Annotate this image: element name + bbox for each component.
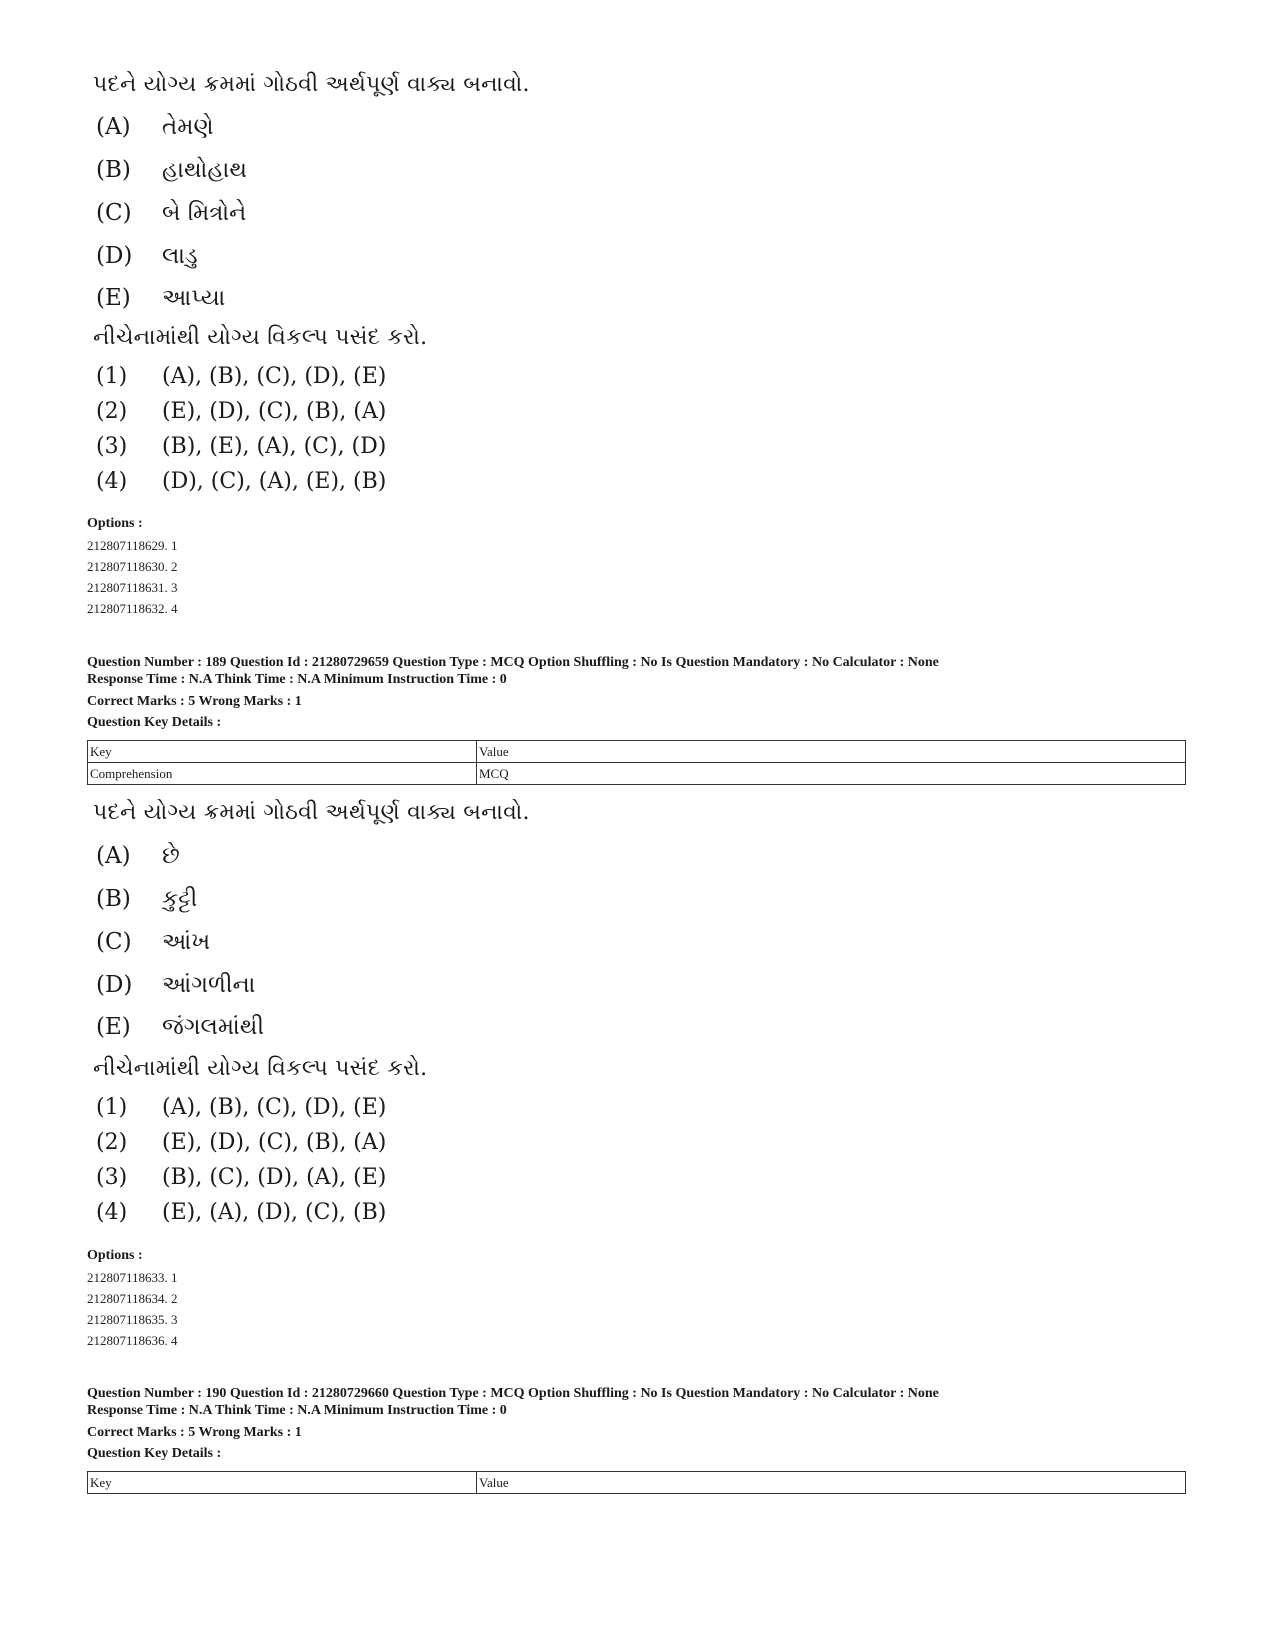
answer-text: (A), (B), (C), (D), (E) [162,1095,387,1120]
q189-prompt: નીચેનામાંથી યોગ્ય વિકલ્પ પસંદ કરો. [93,1056,428,1081]
answer-text: (E), (D), (C), (B), (A) [162,399,387,424]
item-label: (D) [96,243,133,269]
q188-option-id-4: 212807118632. 4 [87,601,178,616]
q189-options-heading: Options : [87,1248,143,1263]
item-text: કુટ્ટી [162,886,198,912]
item-text: લાડુ [162,243,198,269]
q189-answer-4 [96,1200,386,1225]
answer-text: (E), (D), (C), (B), (A) [162,1130,387,1155]
answer-label: (4) [96,469,128,494]
q188-item-b [96,157,247,183]
q188-answer-4 [96,469,386,494]
item-label: (A) [96,843,131,869]
q188-answer-3 [96,434,386,459]
answer-text: (E), (A), (D), (C), (B) [162,1200,387,1225]
item-text: હાથોહાથ [162,157,248,183]
q189-answer-3 [96,1165,386,1190]
answer-label: (4) [96,1200,128,1225]
q190-key-details-heading: Question Key Details : [87,1446,222,1461]
item-label: (C) [96,200,132,226]
q189-answer-2 [96,1130,386,1155]
answer-text: (B), (E), (A), (C), (D) [162,434,387,459]
q189-key-details-heading: Question Key Details : [87,715,222,730]
q189-meta-line-2: Response Time : N.A Think Time : N.A Minimum Instruction Time : 0 [87,672,507,687]
item-text: જંગલમાંથી [162,1014,265,1040]
q189-option-id-1: 212807118633. 1 [87,1270,178,1285]
item-text: છે [162,843,180,869]
item-label: (D) [96,972,133,998]
q189-key-details-table [87,740,1186,785]
answer-text: (D), (C), (A), (E), (B) [162,469,387,494]
q189-item-a [96,843,180,869]
answer-text: (B), (C), (D), (A), (E) [162,1165,387,1190]
table-header-key: Key [88,741,477,763]
table-header-key: Key [88,1472,477,1494]
q189-option-id-4: 212807118636. 4 [87,1333,178,1348]
table-header-value: Value [477,741,1186,763]
q189-marks-line: Correct Marks : 5 Wrong Marks : 1 [87,694,302,709]
item-text: આંગળીના [162,972,256,998]
answer-label: (2) [96,399,128,424]
q188-answer-2 [96,399,386,424]
item-text: તેમણે [162,114,214,140]
table-row [88,763,1186,785]
q188-item-e [96,285,225,311]
answer-label: (2) [96,1130,128,1155]
item-label: (E) [96,285,131,311]
answer-text: (A), (B), (C), (D), (E) [162,364,387,389]
item-label: (B) [96,886,131,912]
q189-item-c [96,929,210,955]
q189-option-id-2: 212807118634. 2 [87,1291,178,1306]
q188-item-c [96,200,246,226]
q188-option-id-3: 212807118631. 3 [87,580,178,595]
item-label: (B) [96,157,131,183]
q188-options-heading: Options : [87,516,143,531]
q188-prompt: નીચેનામાંથી યોગ્ય વિકલ્પ પસંદ કરો. [93,325,428,350]
answer-label: (1) [96,364,128,389]
q189-instruction: પદને યોગ્ય ક્રમમાં ગોઠવી અર્થપૂર્ણ વાક્ય બનાવો. [93,800,530,825]
q188-option-id-2: 212807118630. 2 [87,559,178,574]
table-header-value: Value [477,1472,1186,1494]
answer-label: (3) [96,1165,128,1190]
q190-key-details-table [87,1471,1186,1494]
table-cell-key: Comprehension [88,763,477,785]
q188-option-id-1: 212807118629. 1 [87,538,178,553]
q190-meta-line-2: Response Time : N.A Think Time : N.A Minimum Instruction Time : 0 [87,1403,507,1418]
item-text: બે મિત્રોને [162,200,247,226]
item-label: (E) [96,1014,131,1040]
answer-label: (1) [96,1095,128,1120]
q190-meta-line-1: Question Number : 190 Question Id : 21280729660 Question Type : MCQ Option Shuffling : No Is Question Mandatory : No Calculator : None [87,1386,939,1401]
item-text: આપ્યા [162,285,226,311]
q189-item-b [96,886,197,912]
q189-item-d [96,972,255,998]
q189-item-e [96,1014,264,1040]
table-header-row [88,741,1186,763]
item-label: (C) [96,929,132,955]
table-header-row [88,1472,1186,1494]
q189-meta-line-1: Question Number : 189 Question Id : 21280729659 Question Type : MCQ Option Shuffling : No Is Question Mandatory : No Calculator : None [87,655,939,670]
q188-answer-1 [96,364,386,389]
q189-answer-1 [96,1095,386,1120]
q188-instruction: પદને યોગ્ય ક્રમમાં ગોઠવી અર્થપૂર્ણ વાક્ય બનાવો. [93,72,530,97]
item-text: આંખ [162,929,211,955]
q189-option-id-3: 212807118635. 3 [87,1312,178,1327]
q188-item-a [96,114,214,140]
table-cell-value: MCQ [477,763,1186,785]
q190-marks-line: Correct Marks : 5 Wrong Marks : 1 [87,1425,302,1440]
answer-label: (3) [96,434,128,459]
q188-item-d [96,243,198,269]
item-label: (A) [96,114,131,140]
